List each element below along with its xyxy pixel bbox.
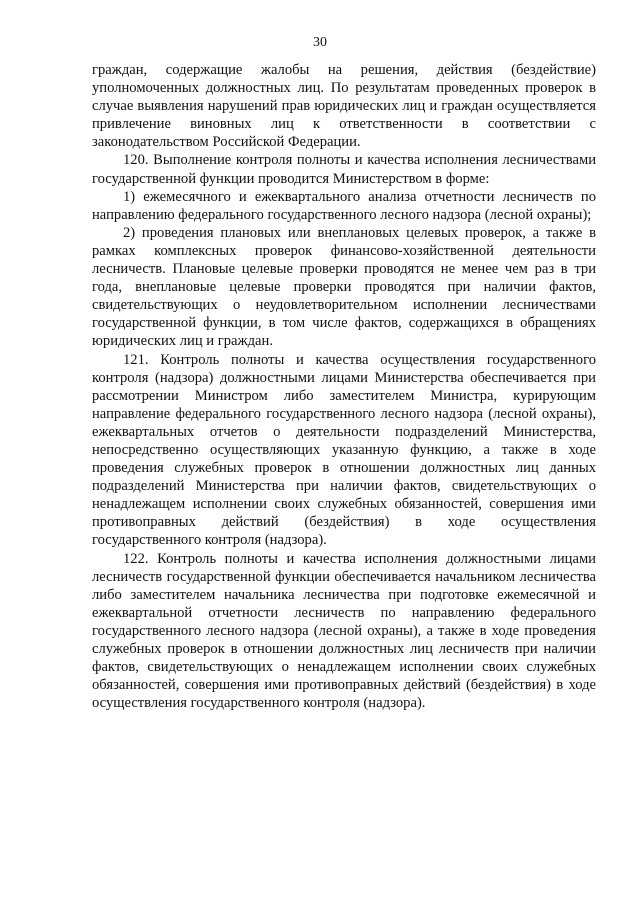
paragraph-continuation: граждан, содержащие жалобы на решения, действия (бездействие) уполномоченных должностных лиц. По результатам проведенных проверок в случае выявления нарушений прав юридических лиц и граждан осуществляется привлечение виновных лиц к ответственности в соответствии с законодательством Российской Федерации. bbox=[92, 62, 596, 151]
paragraph-120-item-2: 2) проведения плановых или внеплановых целевых проверок, а также в рамках комплексных проверок финансово-хозяйственной деятельности лесничеств. Плановые целевые проверки проводятся не менее чем раз в три года, внеплановые целевые проверки проводятся при наличии фактов, свидетельствующих о неудовлетворительном исполнении лесничествами государственной функции, в том числе фактов, содержащихся в обращениях юридических лиц и граждан. bbox=[92, 224, 596, 350]
paragraph-122: 122. Контроль полноты и качества исполнения должностными лицами лесничеств государственной функции обеспечивается начальником лесничества либо заместителем начальника лесничества при подготовке ежемесячной и ежеквартальной отчетности лесничеств по направлению федерального государственного лесного надзора (лесной охраны), а также в ходе проведения служебных проверок в отношении должностных лиц лесничеств при наличии фактов, свидетельствующих о ненадлежащем исполнении своих служебных обязанностей, совершения ими противоправных действий (бездействия) в ходе осуществления государственного контроля (надзора). bbox=[92, 550, 596, 712]
paragraph-120: 120. Выполнение контроля полноты и качества исполнения лесничествами государственной функции проводится Министерством в форме: bbox=[92, 152, 596, 187]
document-body bbox=[92, 61, 596, 712]
page-number: 30 bbox=[313, 35, 327, 50]
paragraph-121: 121. Контроль полноты и качества осуществления государственного контроля (надзора) должностными лицами Министерства обеспечивается при рассмотрении Министром либо заместителем Министра, курирующим направление федерального государственного лесного надзора (лесной охраны), ежеквартальных отчетов о деятельности подразделений Министерства, непосредственно осуществляющих указанную функцию, а также в ходе проведения служебных проверок в отношении должностных лиц данных подразделений Министерства при наличии фактов, свидетельствующих о ненадлежащем исполнении своих служебных обязанностей, совершения ими противоправных действий (бездействия) в ходе осуществления государственного контроля (надзора). bbox=[92, 351, 596, 549]
paragraph-120-item-1: 1) ежемесячного и ежеквартального анализа отчетности лесничеств по направлению федерального государственного лесного надзора (лесной охраны); bbox=[92, 188, 596, 223]
